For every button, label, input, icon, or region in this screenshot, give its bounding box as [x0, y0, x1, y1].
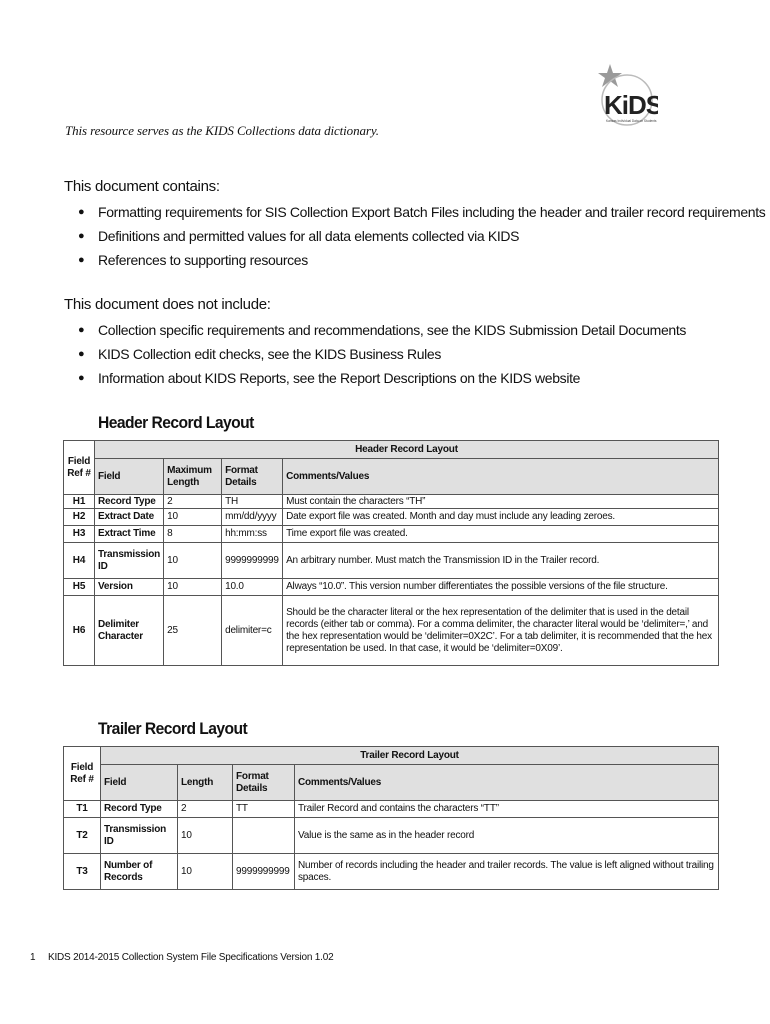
kids-logo — [596, 62, 658, 126]
row-comments: Date export file was created. Month and day must include any leading zeroes. — [283, 509, 719, 526]
table-row — [64, 526, 719, 543]
excludes-list — [78, 318, 686, 390]
row-ref: H6 — [64, 596, 95, 666]
list-item: ● KIDS Collection edit checks, see the KIDS Business Rules — [78, 346, 442, 362]
col-header-ref: Field Ref # — [64, 441, 95, 495]
table-row — [64, 801, 719, 818]
list-item: ● Formatting requirements for SIS Collection Export Batch Files including the header and trailer record requirements — [78, 204, 766, 220]
trailer-record-heading: Trailer Record Layout — [98, 719, 248, 738]
col-header-format: Format Details — [222, 459, 283, 495]
table-row — [64, 854, 719, 890]
row-comments: Should be the character literal or the hex representation of the delimiter that is used in the detail records (either tab or comma). For a comma delimiter, the character literal would be ‘delimiter=,’ and the hex representation would be ‘delimiter=0X2C’. For a tab delimiter, it is recommended that the hex representation be used. In that case, it would be ‘delimiter=0X09’. — [283, 596, 719, 666]
row-ref: T3 — [64, 854, 101, 890]
row-comments: Always “10.0”. This version number differentiates the possible versions of the file structure. — [283, 579, 719, 596]
row-format: delimiter=c — [222, 596, 283, 666]
row-length: 10 — [164, 509, 222, 526]
row-length: 2 — [178, 801, 233, 818]
row-length: 2 — [164, 495, 222, 509]
table-row — [64, 579, 719, 596]
row-format: 10.0 — [222, 579, 283, 596]
row-field: Transmission ID — [101, 818, 178, 854]
row-ref: H5 — [64, 579, 95, 596]
page-number: 1 — [30, 952, 36, 963]
row-length: 10 — [164, 543, 222, 579]
row-field: Delimiter Character — [95, 596, 164, 666]
logo-tagline: Kansas Individual Data on Students — [606, 119, 657, 123]
table-row — [64, 818, 719, 854]
row-comments: Value is the same as in the header record — [295, 818, 719, 854]
table-row — [64, 596, 719, 666]
table-row — [64, 509, 719, 526]
col-header-comments: Comments/Values — [283, 459, 719, 495]
col-header-field: Field — [101, 765, 178, 801]
row-field: Record Type — [95, 495, 164, 509]
row-length: 10 — [164, 579, 222, 596]
col-header-field: Field — [95, 459, 164, 495]
row-ref: H3 — [64, 526, 95, 543]
contains-title: This document contains: — [64, 178, 220, 195]
row-field: Transmission ID — [95, 543, 164, 579]
list-item: ● Collection specific requirements and recommendations, see the KIDS Submission Detail Documents — [78, 322, 687, 338]
intro-text: This resource serves as the KIDS Collections data dictionary. — [65, 123, 379, 138]
footer-text: KIDS 2014-2015 Collection System File Specifications Version 1.02 — [47, 952, 334, 963]
row-format: hh:mm:ss — [222, 526, 283, 543]
row-comments: Must contain the characters “TH” — [283, 495, 719, 509]
row-ref: T2 — [64, 818, 101, 854]
row-comments: Time export file was created. — [283, 526, 719, 543]
row-ref: H2 — [64, 509, 95, 526]
row-ref: T1 — [64, 801, 101, 818]
list-item: ● References to supporting resources — [78, 252, 308, 268]
table-caption: Trailer Record Layout — [101, 747, 719, 765]
row-comments: An arbitrary number. Must match the Transmission ID in the Trailer record. — [283, 543, 719, 579]
contains-list — [78, 200, 765, 272]
row-length: 25 — [164, 596, 222, 666]
row-format: 9999999999 — [222, 543, 283, 579]
row-format: mm/dd/yyyy — [222, 509, 283, 526]
row-length: 10 — [178, 818, 233, 854]
row-field: Number of Records — [101, 854, 178, 890]
row-format: TH — [222, 495, 283, 509]
table-caption: Header Record Layout — [95, 441, 719, 459]
table-row — [64, 543, 719, 579]
col-header-length: Maximum Length — [164, 459, 222, 495]
row-field: Record Type — [101, 801, 178, 818]
col-header-format: Format Details — [233, 765, 295, 801]
list-item: ● Information about KIDS Reports, see the Report Descriptions on the KIDS website — [78, 370, 581, 386]
row-field: Version — [95, 579, 164, 596]
trailer-record-table — [63, 746, 719, 890]
row-length: 10 — [178, 854, 233, 890]
excludes-title: This document does not include: — [64, 296, 271, 313]
row-format — [233, 818, 295, 854]
row-length: 8 — [164, 526, 222, 543]
col-header-ref: Field Ref # — [64, 747, 101, 801]
row-comments: Trailer Record and contains the characters “TT” — [295, 801, 719, 818]
header-record-table — [63, 440, 719, 666]
row-comments: Number of records including the header and trailer records. The value is left aligned without trailing spaces. — [295, 854, 719, 890]
col-header-comments: Comments/Values — [295, 765, 719, 801]
page-footer — [30, 952, 333, 963]
list-item: ● Definitions and permitted values for all data elements collected via KIDS — [78, 228, 520, 244]
row-ref: H1 — [64, 495, 95, 509]
col-header-length: Length — [178, 765, 233, 801]
row-field: Extract Date — [95, 509, 164, 526]
row-field: Extract Time — [95, 526, 164, 543]
header-record-heading: Header Record Layout — [98, 413, 254, 432]
row-ref: H4 — [64, 543, 95, 579]
row-format: TT — [233, 801, 295, 818]
table-row — [64, 495, 719, 509]
svg-text:KiDS: KiDS — [604, 90, 658, 120]
row-format: 9999999999 — [233, 854, 295, 890]
